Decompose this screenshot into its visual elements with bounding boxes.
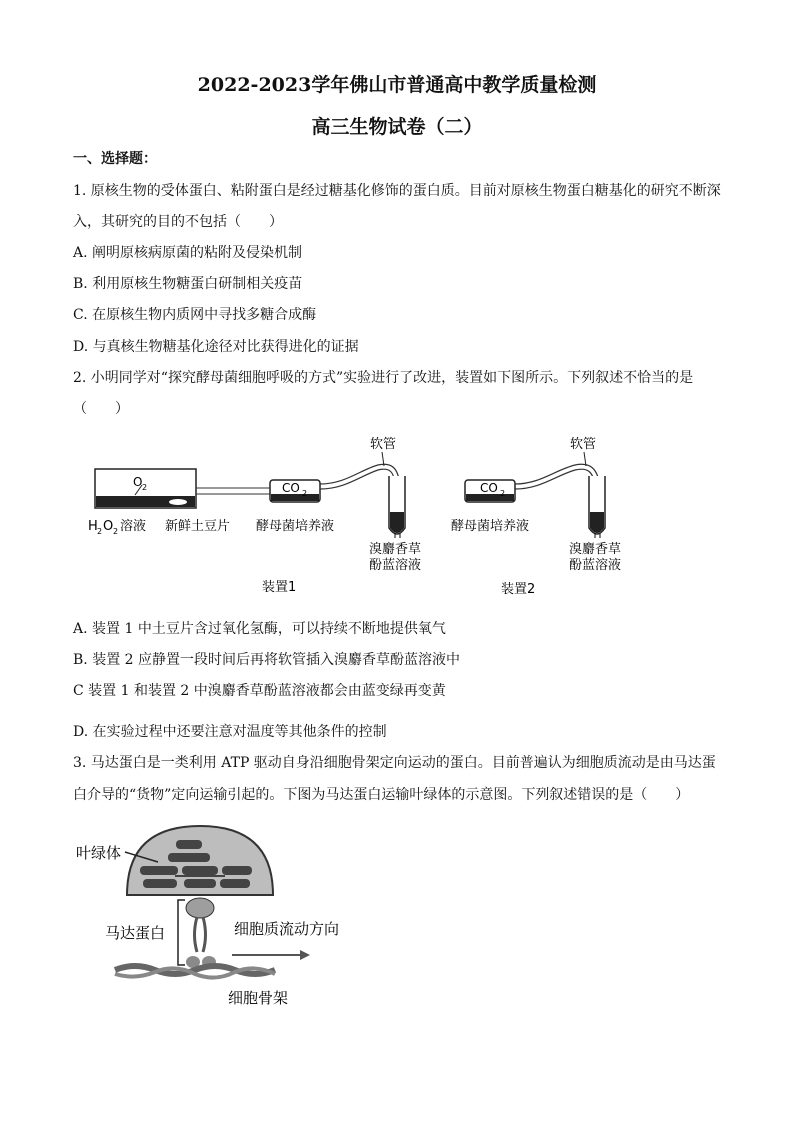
hose-label-2: 软管	[570, 437, 597, 452]
q1-stem-line2: 入，其研究的目的不包括（ ）	[73, 214, 283, 230]
btb-label-2a: 溴麝香草	[569, 542, 622, 557]
q2-option-c: C 装置 1 和装置 2 中溴麝香草酚蓝溶液都会由蓝变绿再变黄	[73, 683, 446, 699]
exam-title: 2022-2023学年佛山市普通高中教学质量检测	[197, 74, 597, 96]
h2o2-sub-1: 2	[97, 527, 103, 536]
chloroplast-shape	[127, 826, 273, 895]
q1-stem-line1: 1. 原核生物的受体蛋白、粘附蛋白是经过糖基化修饰的蛋白质。目前对原核生物蛋白糖基化的研究不断深	[73, 183, 721, 199]
btb-label-1b: 酚蓝溶液	[369, 558, 422, 573]
btb-label-2b: 酚蓝溶液	[569, 558, 622, 573]
q2-option-a: A. 装置 1 中土豆片含过氧化氢酶，可以持续不断地提供氧气	[73, 621, 446, 637]
h2o2-o: O	[103, 519, 114, 534]
hose-label-1: 软管	[370, 437, 397, 452]
motor-protein-label: 马达蛋白	[105, 924, 166, 942]
q2-stem-line1: 2. 小明同学对“探究酵母菌细胞呼吸的方式”实验进行了改进，装置如下图所示。下列叙述不恰当的是	[73, 370, 694, 386]
co2-label-2: CO	[480, 481, 498, 495]
yeast-label-2: 酵母菌培养液	[451, 519, 530, 534]
cytoskeleton-label: 细胞骨架	[228, 989, 289, 1007]
q3-stem-line1: 3. 马达蛋白是一类利用 ATP 驱动自身沿细胞骨架定向运动的蛋白。目前普遍认为细胞质流动是由马达蛋	[73, 755, 716, 771]
h2o2-h: H	[88, 519, 98, 534]
o2-label: O	[133, 475, 143, 489]
co2-sub-1: 2	[302, 489, 308, 498]
q3-stem-line2: 白介导的“货物”定向运输引起的。下图为马达蛋白运输叶绿体的示意图。下列叙述错误的是（ ）	[73, 787, 690, 803]
cytoskeleton-shape	[115, 966, 275, 978]
co2-label-1: CO	[282, 481, 300, 495]
potato-label: 新鲜土豆片	[165, 519, 231, 534]
o2-subscript: 2	[142, 483, 148, 492]
co2-sub-2: 2	[500, 489, 506, 498]
q1-option-c: C. 在原核生物内质网中寻找多糖合成酶	[73, 307, 317, 323]
q1-option-d: D. 与真核生物糖基化途径对比获得进化的证据	[73, 339, 359, 355]
q1-option-a: A. 阐明原核病原菌的粘附及侵染机制	[73, 245, 303, 261]
h2o2-sub-2: 2	[113, 527, 119, 536]
btb-label-1a: 溴麝香草	[369, 542, 422, 557]
h2o2-solution: 溶液	[120, 519, 147, 534]
motor-protein-shape	[186, 898, 216, 968]
q2-stem-line2: （ ）	[73, 401, 129, 417]
q1-option-b: B. 利用原核生物糖蛋白研制相关疫苗	[73, 276, 303, 292]
section-heading: 一、选择题：	[73, 151, 157, 167]
q2-option-b: B. 装置 2 应静置一段时间后再将软管插入溴麝香草酚蓝溶液中	[73, 652, 460, 668]
chloroplast-label: 叶绿体	[76, 844, 122, 862]
device-2-label: 装置2	[501, 582, 536, 597]
device-1-label: 装置1	[262, 580, 297, 595]
q2-option-d: D. 在实验过程中还要注意对温度等其他条件的控制	[73, 724, 387, 740]
exam-subtitle: 高三生物试卷（二）	[311, 116, 483, 138]
flow-direction-label: 细胞质流动方向	[234, 920, 340, 938]
yeast-label-1: 酵母菌培养液	[256, 519, 335, 534]
